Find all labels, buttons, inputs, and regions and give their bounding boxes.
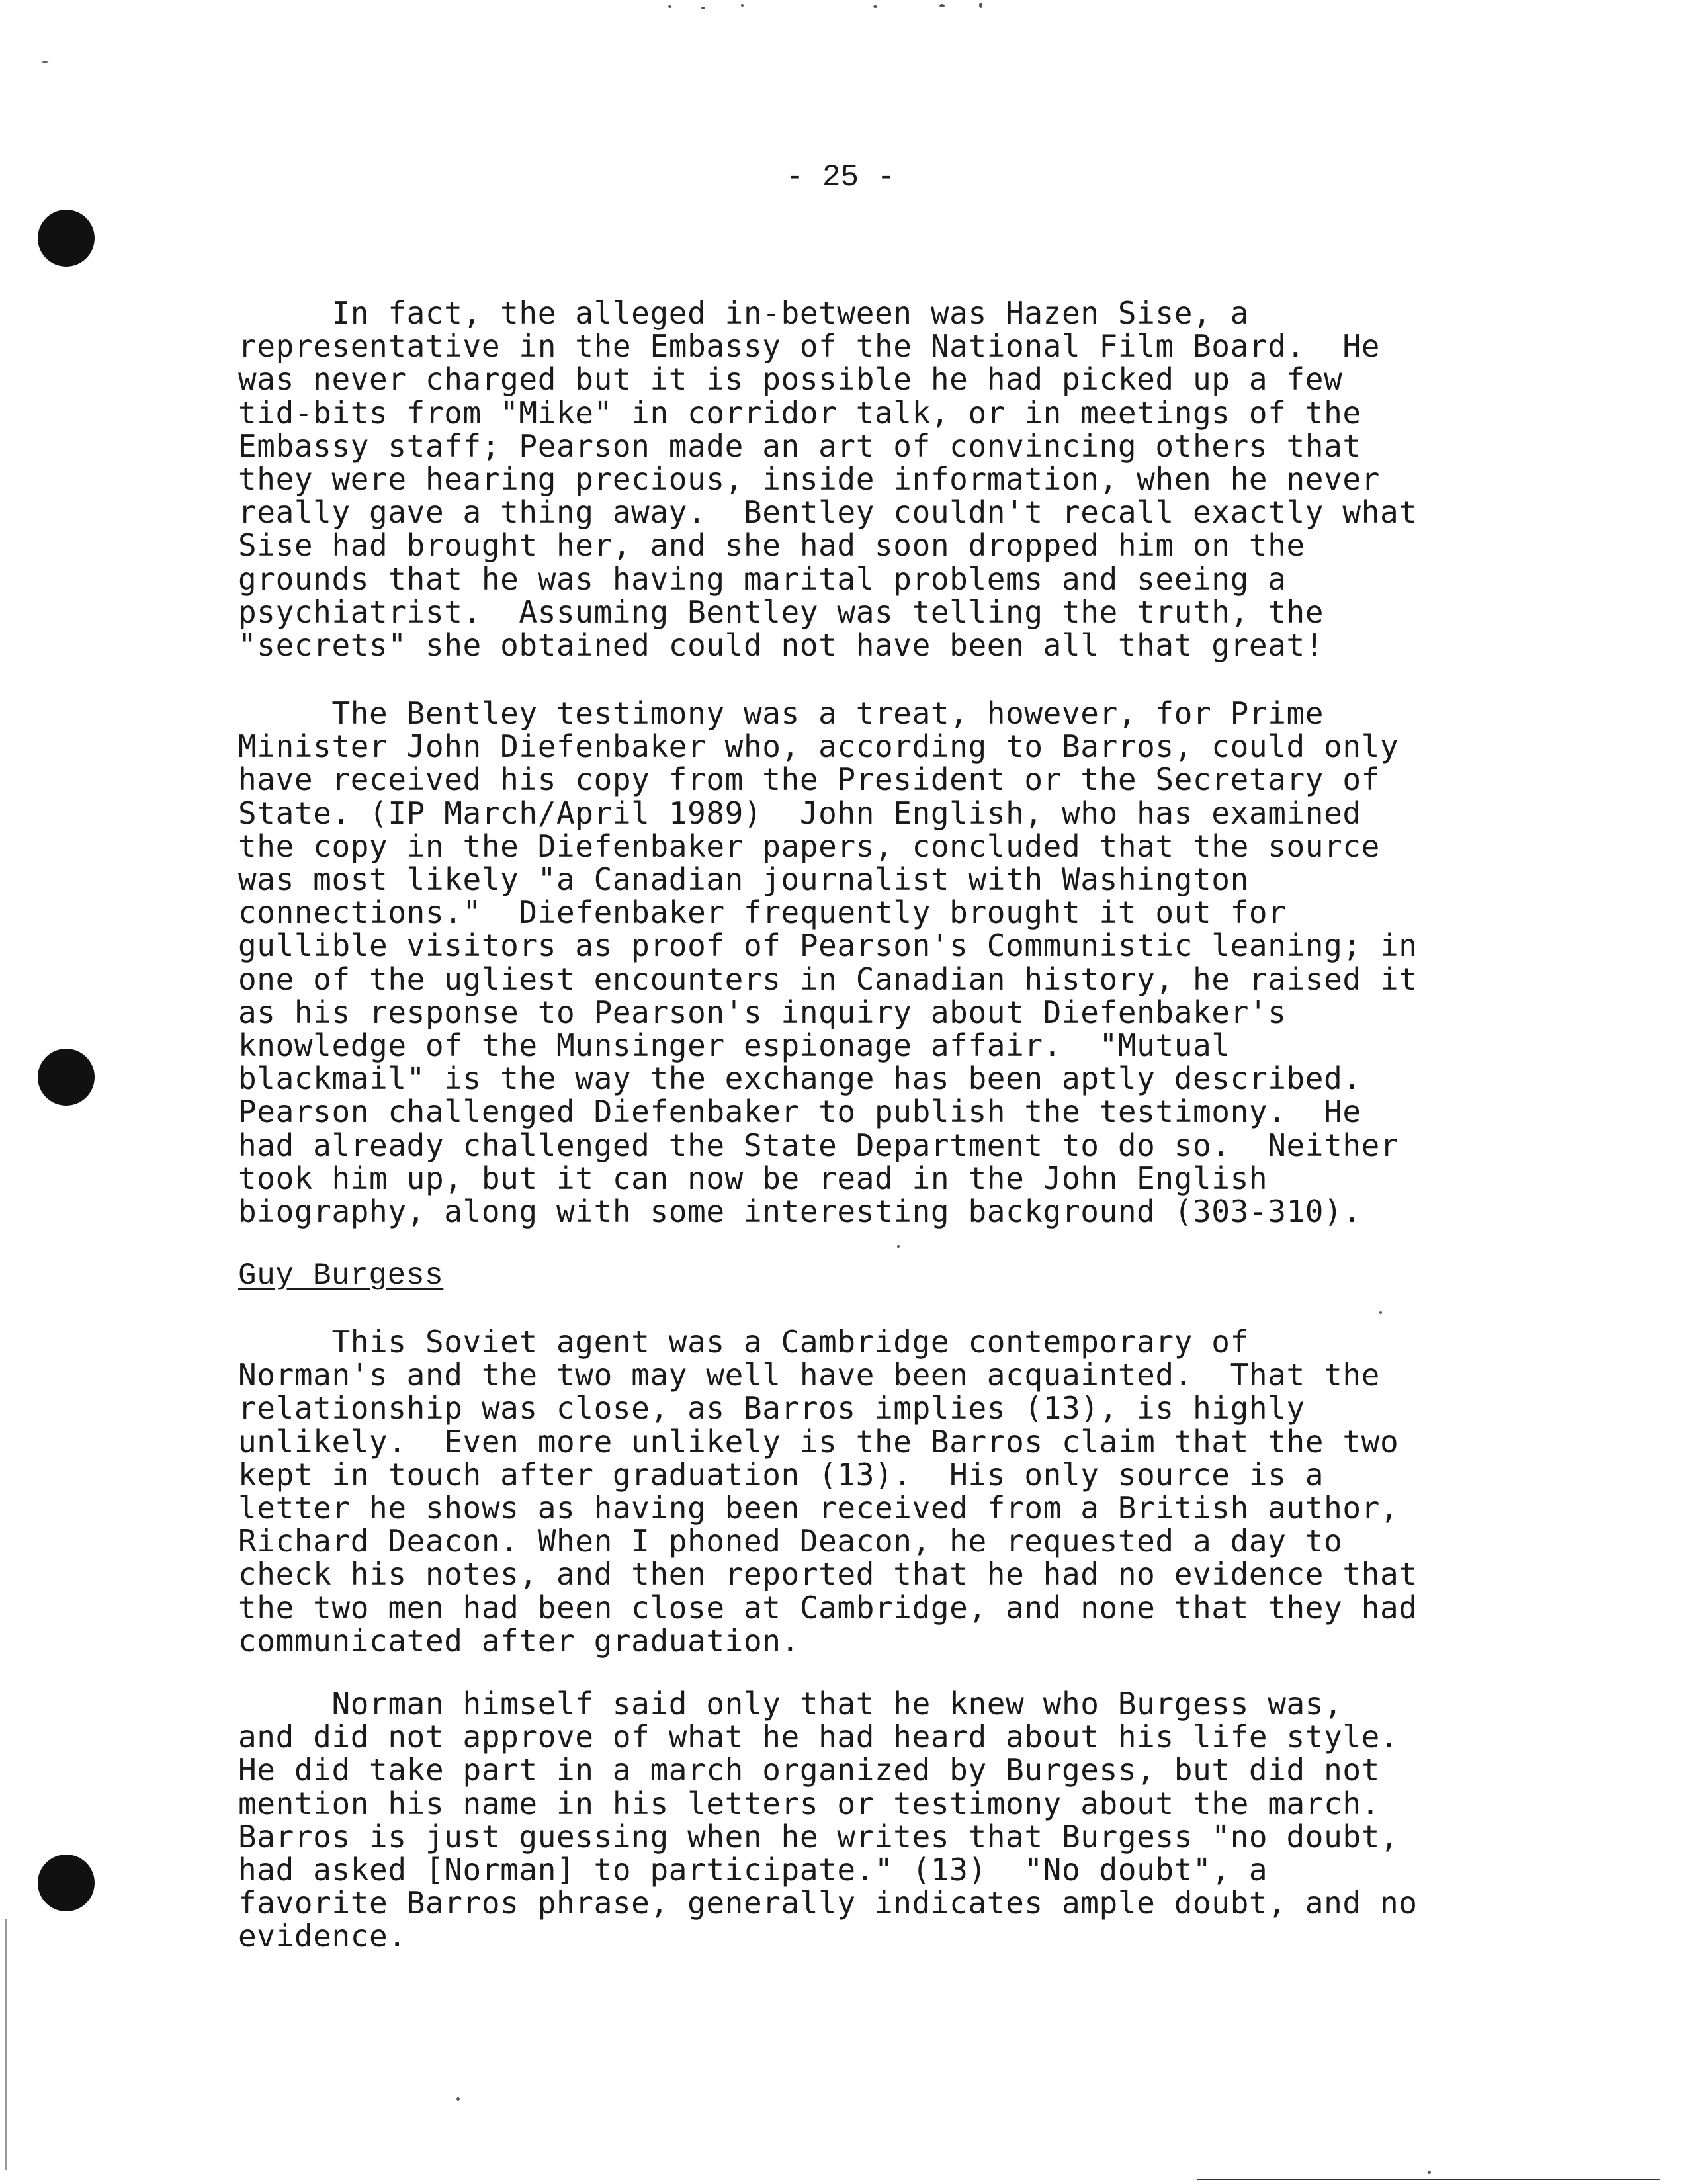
text-line: relationship was close, as Barros implies (13), is highly <box>238 1390 1305 1426</box>
paragraph <box>238 1687 1418 1953</box>
paragraph <box>238 296 1418 662</box>
scan-speck <box>939 4 945 7</box>
text-line: Sise had brought her, and she had soon dropped him on the <box>238 527 1305 564</box>
page-number: - 25 - <box>785 160 896 195</box>
paragraph <box>238 1325 1418 1657</box>
text-line: was never charged but it is possible he had picked up a few <box>238 361 1343 398</box>
section-heading: Guy Burgess <box>238 1258 444 1293</box>
scan-speck <box>873 5 877 8</box>
text-line: favorite Barros phrase, generally indicates ample doubt, and no <box>238 1885 1418 1921</box>
text-line: Minister John Diefenbaker who, according to Barros, could only <box>238 728 1399 765</box>
text-line: This Soviet agent was a Cambridge contemporary of <box>238 1324 1249 1360</box>
text-line: tid-bits from "Mike" in corridor talk, or in meetings of the <box>238 394 1361 431</box>
text-line: Pearson challenged Diefenbaker to publish the testimony. He <box>238 1094 1361 1130</box>
text-line: Barros is just guessing when he writes that Burgess "no doubt, <box>238 1818 1399 1855</box>
text-line: The Bentley testimony was a treat, however, for Prime <box>238 695 1324 731</box>
text-line: communicated after graduation. <box>238 1622 800 1659</box>
text-line: have received his copy from the President or the Secretary of <box>238 762 1380 798</box>
punch-hole <box>38 1049 95 1106</box>
text-line: evidence. <box>238 1918 407 1954</box>
scan-speck <box>668 5 671 8</box>
text-line: psychiatrist. Assuming Bentley was telling the truth, the <box>238 593 1324 630</box>
text-line: check his notes, and then reported that he had no evidence that <box>238 1556 1418 1593</box>
text-line: had asked [Norman] to participate." (13) "No doubt", a <box>238 1852 1268 1888</box>
text-line: was most likely "a Canadian journalist with Washington <box>238 861 1249 898</box>
scan-speck <box>41 61 49 63</box>
scan-left-edge <box>5 1919 7 2170</box>
text-line: blackmail" is the way the exchange has been aptly described. <box>238 1061 1361 1097</box>
text-line: the two men had been close at Cambridge, and none that they had <box>238 1589 1418 1626</box>
text-line: Embassy staff; Pearson made an art of convincing others that <box>238 427 1361 464</box>
text-line: grounds that he was having marital problems and seeing a <box>238 560 1287 597</box>
text-line: letter he shows as having been received from a British author, <box>238 1490 1399 1526</box>
text-line: the copy in the Diefenbaker papers, concluded that the source <box>238 828 1380 864</box>
text-line: really gave a thing away. Bentley couldn't recall exactly what <box>238 494 1418 531</box>
scan-speck <box>1428 2171 1431 2174</box>
punch-hole <box>38 210 95 267</box>
text-line: biography, along with some interesting background (303-310). <box>238 1194 1361 1230</box>
text-line: Richard Deacon. When I phoned Deacon, he requested a day to <box>238 1523 1343 1559</box>
text-line: unlikely. Even more unlikely is the Barros claim that the two <box>238 1423 1399 1460</box>
text-line: one of the ugliest encounters in Canadian history, he raised it <box>238 961 1418 997</box>
text-line: He did take part in a march organized by Burgess, but did not <box>238 1752 1380 1788</box>
text-line: In fact, the alleged in-between was Hazen Sise, a <box>238 295 1249 331</box>
text-line: mention his name in his letters or testimony about the march. <box>238 1785 1380 1821</box>
text-line: connections." Diefenbaker frequently brought it out for <box>238 895 1287 931</box>
text-line: gullible visitors as proof of Pearson's Communistic leaning; in <box>238 928 1418 964</box>
text-line: as his response to Pearson's inquiry about Diefenbaker's <box>238 994 1287 1030</box>
text-line: took him up, but it can now be read in the John English <box>238 1160 1268 1196</box>
scan-bottom-line <box>1197 2179 1660 2180</box>
paragraph <box>238 697 1418 1228</box>
scan-speck <box>979 3 982 8</box>
text-line: representative in the Embassy of the National Film Board. He <box>238 328 1380 365</box>
punch-hole <box>38 1855 95 1911</box>
text-line: knowledge of the Munsinger espionage affair. "Mutual <box>238 1027 1230 1064</box>
scan-speck <box>456 2097 460 2101</box>
text-line: Norman himself said only that he knew who Burgess was, <box>238 1686 1343 1722</box>
text-line: Norman's and the two may well have been acquainted. That the <box>238 1357 1380 1393</box>
text-line: and did not approve of what he had heard about his life style. <box>238 1719 1399 1755</box>
scan-speck <box>897 1245 900 1248</box>
text-line: State. (IP March/April 1989) John English, who has examined <box>238 795 1361 831</box>
scan-speck <box>1379 1311 1382 1314</box>
text-line: kept in touch after graduation (13). His only source is a <box>238 1456 1324 1493</box>
text-line: "secrets" she obtained could not have been all that great! <box>238 627 1324 664</box>
text-line: they were hearing precious, inside information, when he never <box>238 461 1380 498</box>
text-line: had already challenged the State Department to do so. Neither <box>238 1127 1399 1163</box>
scan-speck <box>741 4 744 7</box>
scan-speck <box>701 7 705 9</box>
